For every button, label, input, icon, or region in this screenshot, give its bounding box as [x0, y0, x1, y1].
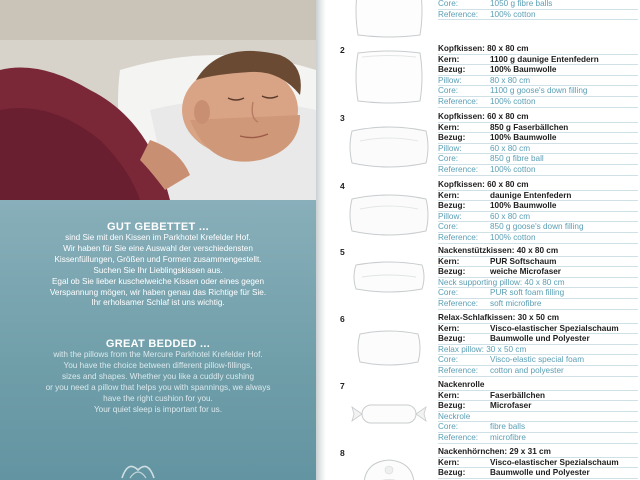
spec-value: 100% cotton — [490, 164, 536, 174]
spec-value: 100% cotton — [490, 232, 536, 242]
spec-row — [438, 412, 638, 423]
spec-label: Core: — [438, 154, 459, 164]
spec-value: weiche Microfaser — [490, 267, 561, 277]
pillow-image — [346, 0, 432, 46]
rect-pillow-icon — [346, 115, 432, 175]
spec-row — [438, 458, 638, 469]
pillow-image — [346, 249, 432, 314]
spec-label: Pillow: — [438, 143, 462, 153]
spec-row — [438, 380, 638, 391]
spec-label: Core: — [438, 422, 459, 432]
spec-row — [438, 345, 638, 356]
english-line: with the pillows from the Mercure Parkhotel Krefelder Hof. — [53, 350, 263, 359]
spec-label: Neck supporting pillow: 40 x 80 cm — [438, 277, 565, 287]
spec-value: microfibre — [490, 432, 526, 442]
english-line: or you need a pillow that helps you with spannings, we always — [45, 382, 271, 392]
spec-value: Visco-elastic special foam — [490, 355, 585, 365]
spec-value: Faserbällchen — [490, 390, 546, 400]
spec-label: Bezug: — [438, 401, 466, 411]
spec-label: Pillow: — [438, 75, 462, 85]
spec-row — [438, 180, 638, 191]
spec-value: daunige Entenfedern — [490, 190, 572, 200]
roll-pillow-icon — [346, 383, 432, 443]
relax-pillow-icon — [346, 316, 432, 376]
german-line: Kissenfüllungen, Größen und Formen zusammengestellt. — [54, 254, 262, 264]
pillow-number: 8 — [340, 448, 345, 458]
spec-row — [438, 222, 638, 233]
spec-row — [438, 123, 638, 134]
pillow-specs — [438, 380, 638, 444]
spec-row — [438, 334, 638, 345]
pillow-specs — [438, 180, 638, 244]
english-heading: GREAT BEDDED ... — [105, 338, 211, 350]
spec-value: 80 x 80 cm — [490, 75, 531, 85]
spec-label: Pillow: — [438, 211, 462, 221]
spec-label: Core: — [438, 222, 459, 232]
spec-row — [438, 313, 638, 324]
spec-row — [438, 55, 638, 66]
pillow-number: 6 — [340, 314, 345, 324]
german-line: sind Sie mit den Kissen im Parkhotel Krefelder Hof. — [65, 233, 251, 242]
spec-row — [438, 44, 638, 55]
spec-label: Kern: — [438, 457, 460, 467]
pillow-image — [346, 316, 432, 381]
pillow-specs — [438, 447, 638, 479]
spec-row — [438, 433, 638, 444]
sleeping-man-photo — [0, 0, 316, 200]
spec-value: 100% cotton — [490, 96, 536, 106]
hotel-logo-icon — [118, 456, 158, 480]
spec-row — [438, 201, 638, 212]
spec-label: Bezug: — [438, 334, 466, 344]
rect-pillow-icon — [346, 183, 432, 243]
pillow-list — [326, 0, 640, 480]
spec-value: Microfaser — [490, 401, 532, 411]
spec-row — [438, 65, 638, 76]
spec-value: Baumwolle und Polyester — [490, 334, 590, 344]
spec-label: Reference: — [438, 365, 479, 375]
pillow-number: 3 — [340, 113, 345, 123]
spec-value: Visco-elastischer Spezialschaum — [490, 323, 619, 333]
spec-label: Bezug: — [438, 133, 466, 143]
spec-row — [438, 0, 638, 10]
spec-row — [438, 133, 638, 144]
spec-value: 60 x 80 cm — [490, 143, 531, 153]
spec-row — [438, 246, 638, 257]
square-pillow-icon — [346, 0, 432, 41]
pillow-number: 7 — [340, 381, 345, 391]
english-intro-text — [4, 350, 312, 415]
spec-row — [438, 422, 638, 433]
brochure-fold — [316, 0, 326, 480]
pillow-number: 2 — [340, 45, 345, 55]
spec-label: Nackenrolle — [438, 380, 485, 389]
spec-row — [438, 165, 638, 176]
spec-row — [438, 288, 638, 299]
german-line: Ihr erholsamer Schlaf ist uns wichtig. — [91, 298, 225, 308]
spec-label: Kopfkissen: 80 x 80 cm — [438, 44, 529, 53]
spec-label: Kern: — [438, 190, 460, 200]
german-line: Suchen Sie Ihr Lieblingskissen aus. — [93, 265, 223, 275]
spec-row — [438, 366, 638, 377]
spec-row — [438, 233, 638, 244]
german-heading: GUT GEBETTET ... — [107, 221, 209, 233]
spec-label: Relax pillow: 30 x 50 cm — [438, 344, 527, 354]
spec-row — [438, 278, 638, 289]
spec-value: 1050 g fibre balls — [490, 0, 553, 9]
pillow-image — [346, 450, 432, 480]
spec-value: PUR soft foam filling — [490, 288, 565, 298]
spec-row — [438, 144, 638, 155]
pillow-specs — [438, 313, 638, 377]
spec-label: Nackenhörnchen: 29 x 31 cm — [438, 447, 551, 456]
german-line: Verspannung mögen, wir haben genau das Richtige für Sie. — [49, 287, 267, 297]
spec-row — [438, 154, 638, 165]
german-line: Egal ob Sie lieber kuschelweiche Kissen oder eines gegen — [51, 276, 265, 286]
spec-label: Core: — [438, 86, 459, 96]
spec-row — [438, 191, 638, 202]
spec-value: soft microfibre — [490, 298, 542, 308]
spec-label: Reference: — [438, 164, 479, 174]
pillow-specs — [438, 44, 638, 108]
spec-label: Reference: — [438, 298, 479, 308]
spec-row — [438, 299, 638, 310]
spec-row — [438, 10, 638, 21]
spec-value: Baumwolle und Polyester — [490, 468, 590, 478]
spec-row — [438, 391, 638, 402]
spec-row — [438, 401, 638, 412]
spec-label: Core: — [438, 355, 459, 365]
spec-label: Kern: — [438, 256, 460, 266]
spec-row — [438, 324, 638, 335]
english-line: You have the choice between different pillow-fillings, — [63, 360, 253, 370]
german-line: Wir haben für Sie eine Auswahl der verschiedensten — [63, 243, 253, 253]
spec-row — [438, 257, 638, 268]
pillow-image — [346, 183, 432, 248]
spec-label: Nackenstützkissen: 40 x 80 cm — [438, 246, 559, 255]
spec-label: Relax-Schlafkissen: 30 x 50 cm — [438, 313, 560, 322]
spec-row — [438, 76, 638, 87]
spec-value: 60 x 80 cm — [490, 211, 531, 221]
spec-value: 850 g goose's down filling — [490, 222, 584, 232]
spec-label: Reference: — [438, 9, 479, 19]
pillow-number: 5 — [340, 247, 345, 257]
spec-label: Reference: — [438, 232, 479, 242]
pillow-specs — [438, 0, 638, 20]
spec-row — [438, 86, 638, 97]
spec-row — [438, 447, 638, 458]
spec-row — [438, 97, 638, 108]
pillow-number: 4 — [340, 181, 345, 191]
spec-value: 100% Baumwolle — [490, 133, 557, 143]
english-line: Your quiet sleep is important for us. — [93, 404, 223, 414]
spec-label: Kern: — [438, 54, 460, 64]
spec-value: Visco-elastischer Spezialschaum — [490, 457, 619, 467]
spec-label: Core: — [438, 288, 459, 298]
english-line: have the right cushion for you. — [103, 393, 213, 403]
left-panel — [0, 0, 316, 480]
german-intro-text — [4, 233, 312, 309]
spec-label: Bezug: — [438, 468, 466, 478]
spec-row — [438, 212, 638, 223]
spec-value: fibre balls — [490, 422, 526, 432]
pillow-image — [346, 47, 432, 112]
spec-label: Neckrole — [438, 411, 471, 421]
spec-value: 100% Baumwolle — [490, 65, 557, 75]
spec-label: Bezug: — [438, 267, 466, 277]
spec-row — [438, 468, 638, 479]
pillow-specs — [438, 112, 638, 176]
square-pillow-icon — [346, 47, 432, 107]
spec-value: cotton and polyester — [490, 365, 564, 375]
spec-value: 1100 g daunige Entenfedern — [490, 54, 599, 64]
spec-label: Kern: — [438, 390, 460, 400]
neck-pillow-icon — [346, 249, 432, 309]
spec-value: 100% cotton — [490, 9, 536, 19]
horn-pillow-icon — [346, 450, 432, 480]
spec-value: 850 g fibre ball — [490, 154, 544, 164]
spec-value: 100% Baumwolle — [490, 201, 557, 211]
spec-row — [438, 267, 638, 278]
spec-row — [438, 355, 638, 366]
spec-label: Reference: — [438, 96, 479, 106]
spec-label: Kern: — [438, 323, 460, 333]
spec-label: Kopfkissen: 60 x 80 cm — [438, 180, 529, 189]
spec-value: 1100 g goose's down filling — [490, 86, 588, 96]
spec-label: Bezug: — [438, 201, 466, 211]
english-line: sizes and shapes. Whether you like a cuddly cushing — [61, 371, 255, 381]
spec-row — [438, 112, 638, 123]
sleeping-man-illustration — [0, 0, 316, 200]
spec-label: Core: — [438, 0, 459, 9]
spec-label: Reference: — [438, 432, 479, 442]
spec-label: Kern: — [438, 122, 460, 132]
pillow-image — [346, 115, 432, 180]
pillow-image — [346, 383, 432, 448]
spec-value: 850 g Faserbällchen — [490, 122, 569, 132]
spec-label: Bezug: — [438, 65, 466, 75]
spec-value: PUR Softschaum — [490, 256, 557, 266]
pillow-specs — [438, 246, 638, 310]
spec-label: Kopfkissen: 60 x 80 cm — [438, 112, 529, 121]
